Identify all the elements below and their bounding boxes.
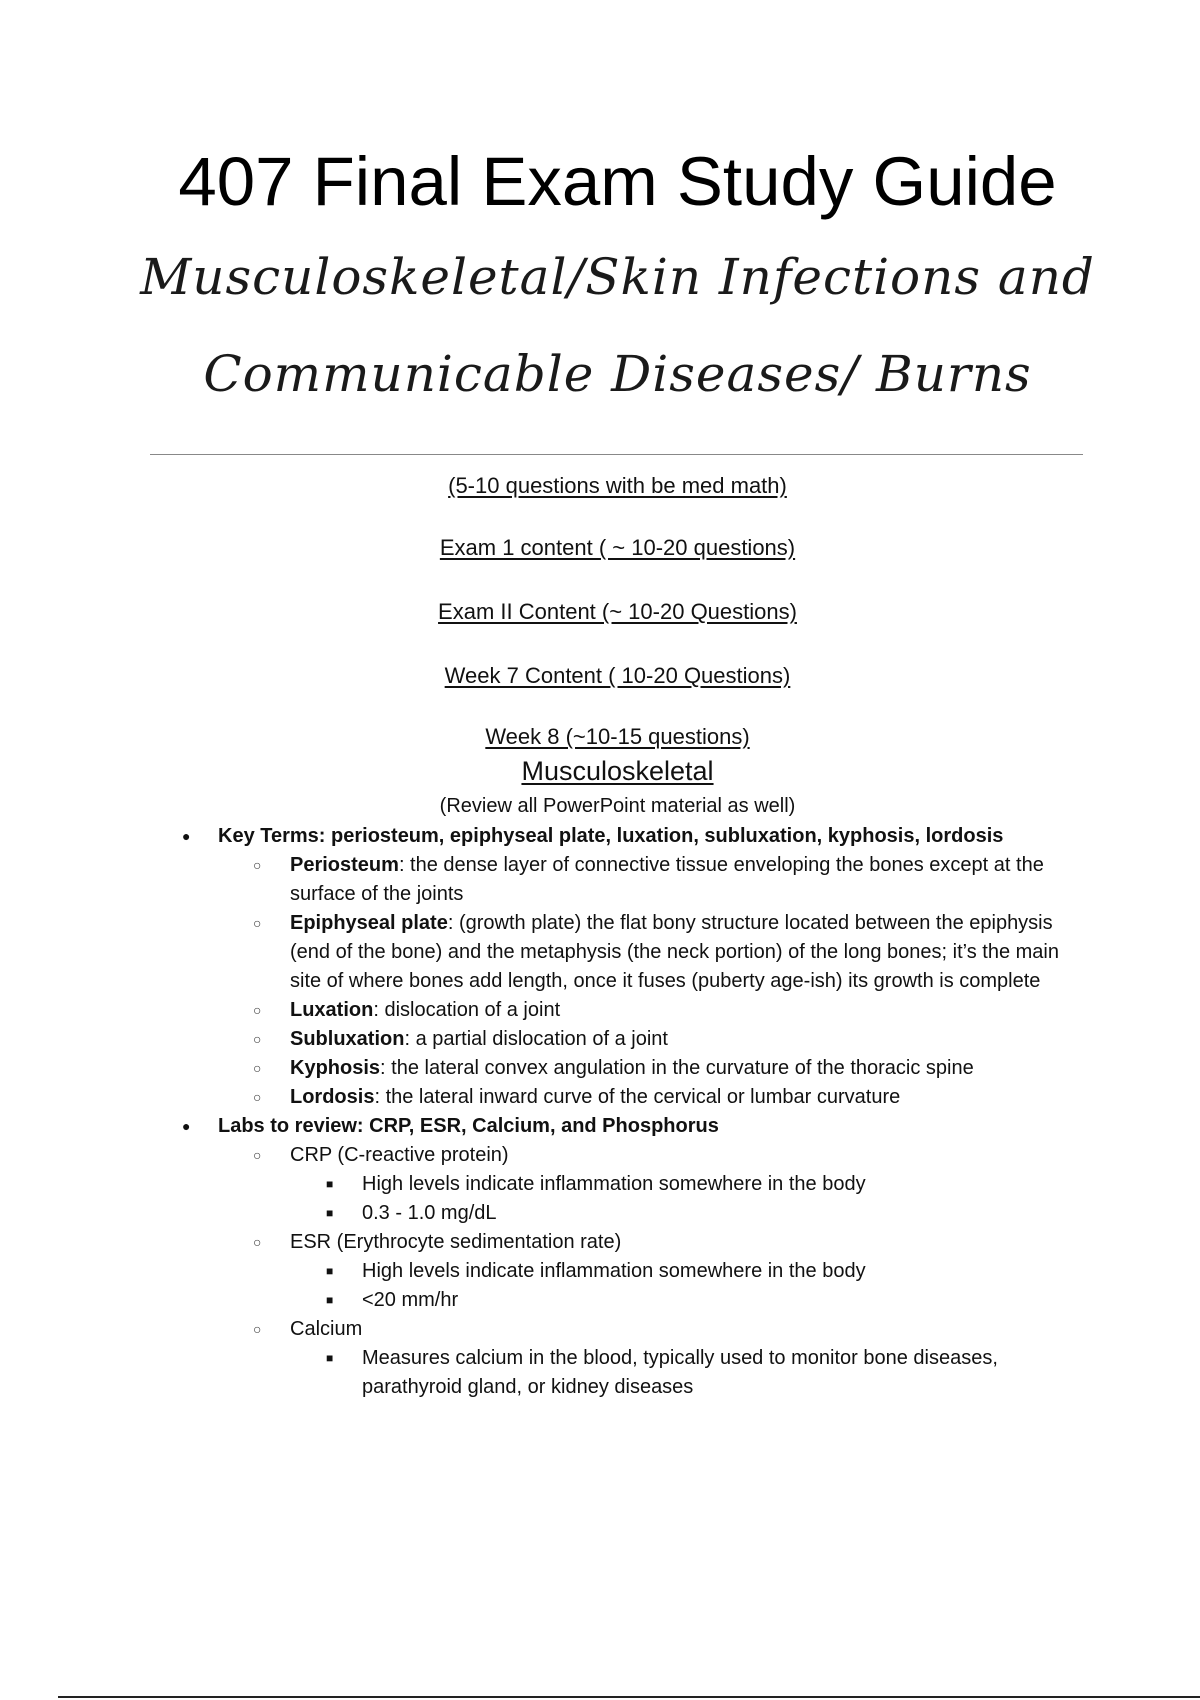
musculoskeletal-heading: Musculoskeletal bbox=[521, 756, 714, 786]
week7-content-heading: Week 7 Content ( 10-20 Questions) bbox=[444, 663, 791, 688]
lab-crp: ○ CRP (C-reactive protein) ■ High levels indicate inflammation somewhere in the body ■ 0.3 - 1.0 mg/dL bbox=[218, 1141, 1090, 1228]
lab-crp-point: ■ High levels indicate inflammation somewhere in the body bbox=[290, 1170, 1090, 1199]
page-title: 407 Final Exam Study Guide bbox=[178, 143, 1057, 220]
key-terms-item bbox=[0, 822, 1200, 1112]
lab-esr-point: ■ High levels indicate inflammation somewhere in the body bbox=[290, 1257, 1090, 1286]
key-terms-heading: Key Terms: periosteum, epiphyseal plate, luxation, subluxation, kyphosis, lordosis bbox=[218, 825, 1004, 847]
term-subluxation: ○ Subluxation: a partial dislocation of a joint bbox=[218, 1025, 1090, 1054]
term-epiphyseal-plate: ○ Epiphyseal plate: (growth plate) the flat bony structure located between the epiphysis (end of the bone) and the metaphysis (the neck portion) of the long bones; it’s the main site of where bones add length, once it fuses (puberty age-ish) its growth is complete bbox=[218, 909, 1090, 996]
bottom-divider bbox=[58, 1696, 1200, 1698]
subtitle-line-1: Musculoskeletal/Skin Infections and bbox=[140, 248, 1095, 306]
lab-calcium: ○ Calcium ■ Measures calcium in the blood, typically used to monitor bone diseases, parathyroid gland, or kidney diseases bbox=[218, 1315, 1090, 1402]
subtitle-line-2: Communicable Diseases/ Burns bbox=[203, 345, 1032, 403]
lab-esr-point: ■ <20 mm/hr bbox=[290, 1286, 1090, 1315]
labs-item bbox=[0, 1112, 1200, 1402]
term-lordosis: ○ Lordosis: the lateral inward curve of the cervical or lumbar curvature bbox=[218, 1083, 1090, 1112]
review-note: (Review all PowerPoint material as well) bbox=[439, 795, 796, 817]
lab-crp-point: ■ 0.3 - 1.0 mg/dL bbox=[290, 1199, 1090, 1228]
exam2-content-heading: Exam II Content (~ 10-20 Questions) bbox=[438, 599, 797, 624]
horizontal-divider bbox=[150, 454, 1083, 455]
outline bbox=[0, 822, 1200, 1402]
med-math-note: (5-10 questions with be med math) bbox=[448, 473, 787, 498]
lab-esr: ○ ESR (Erythrocyte sedimentation rate) ■ High levels indicate inflammation somewhere in the body ■ <20 mm/hr bbox=[218, 1228, 1090, 1315]
week8-content-heading: Week 8 (~10-15 questions) bbox=[485, 724, 750, 749]
lab-calcium-point: ■ Measures calcium in the blood, typically used to monitor bone diseases, parathyroid gland, or kidney diseases bbox=[290, 1344, 1090, 1402]
exam1-content-heading: Exam 1 content ( ~ 10-20 questions) bbox=[439, 535, 796, 560]
labs-heading: Labs to review: CRP, ESR, Calcium, and Phosphorus bbox=[218, 1115, 719, 1137]
term-kyphosis: ○ Kyphosis: the lateral convex angulation in the curvature of the thoracic spine bbox=[218, 1054, 1090, 1083]
term-luxation: ○ Luxation: dislocation of a joint bbox=[218, 996, 1090, 1025]
term-periosteum: ○ Periosteum: the dense layer of connective tissue enveloping the bones except at the surface of the joints bbox=[218, 851, 1090, 909]
